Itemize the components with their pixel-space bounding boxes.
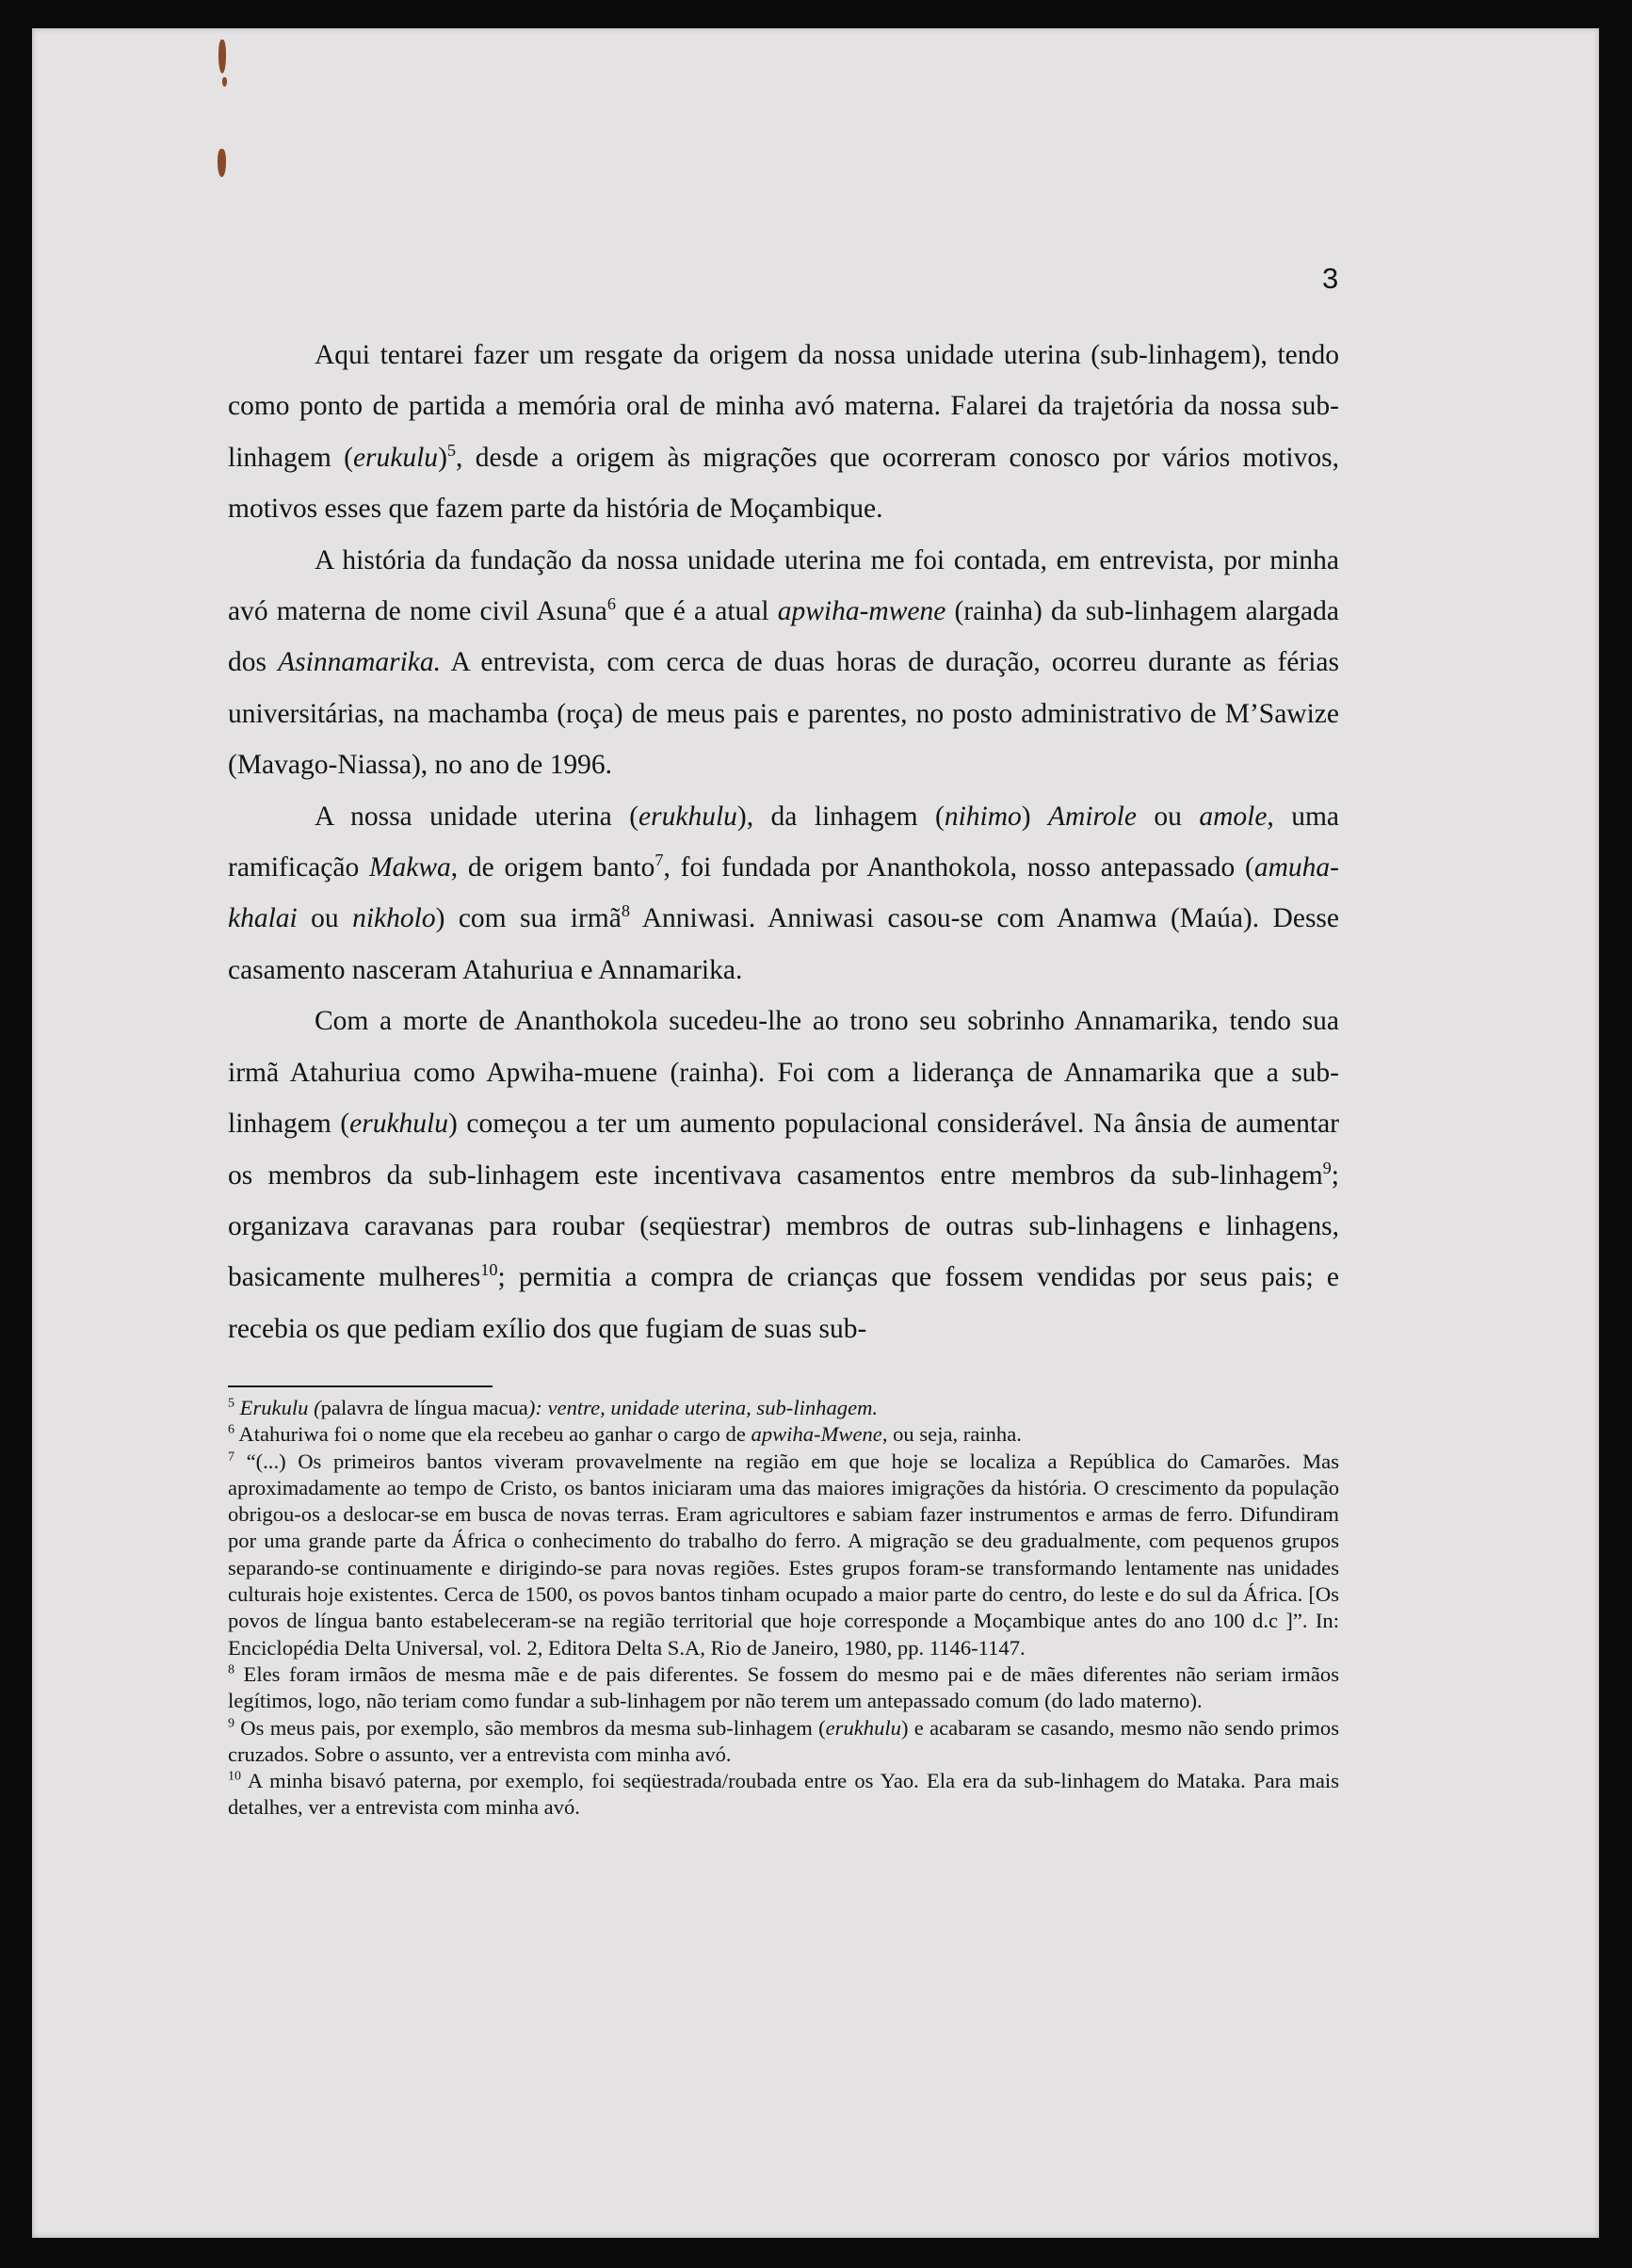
rust-stain	[218, 40, 226, 73]
footnote-ref: 9	[1322, 1158, 1332, 1177]
page-number: 3	[1322, 262, 1339, 295]
footnote-7: $^7$ “(...) Os primeiros bantos viveram provavelmente na região em que hoje se localiza a República do Camarões. Mas aproximadamente ao tempo de Cristo, os bantos iniciaram uma das maiores imigrações da história. O crescimento da população obrigou-os a deslocar-se em busca de novas terras. Eram agricultores e sabiam fazer instrumentos e armas de ferro. Difundiram por uma grande parte da África o conhecimento do trabalho do ferro. A migração se deu gradualmente, com pequenos grupos separando-se continuamente e dirigindo-se para novas regiões. Estes grupos foram-se transformando lentamente nas unidades culturais hoje existentes. Cerca de 1500, os povos bantos tinham ocupado a maior parte do centro, do leste e do sul da África. [Os povos de língua banto estabeleceram-se na região territorial que hoje corresponde a Moçambique antes do ano 100 d.c ]”. In: Enciclopédia Delta Universal, vol. 2, Editora Delta S.A, Rio de Janeiro, 1980, pp. 1146-1147.	[228, 1449, 1339, 1660]
paragraph-3: A nossa unidade uterina (erukhulu), da linhagem (nihimo) Amirole ou amole, uma ramificação Makwa, de origem banto$^7$, foi fundada por Ananthokola, nosso antepassado (amuha-khalai ou nikholo) com sua irmã$^8$ Anniwasi. Anniwasi casou-se com Anamwa (Maúa). Desse casamento nasceram Atahuriua e Annamarika.	[228, 801, 1339, 985]
paragraph-1: Aqui tentarei fazer um resgate da origem da nossa unidade uterina (sub-linhagem), tendo como ponto de partida a memória oral de minha avó materna. Falarei da trajetória da nossa sub-linhagem (erukulu)$^5$, desde a origem às migrações que ocorreram conosco por vários motivos, motivos esses que fazem parte da história de Moçambique.	[228, 340, 1339, 525]
footnote-ref: 8	[621, 901, 630, 921]
footnote-6: $^6$ Atahuriwa foi o nome que ela recebeu ao ganhar o cargo de apwiha-Mwene, ou seja, rainha.	[228, 1422, 1022, 1447]
rust-stain	[218, 149, 226, 177]
footnote-ref: 7	[654, 850, 664, 870]
paragraph-2: A história da fundação da nossa unidade uterina me foi contada, em entrevista, por minha avó materna de nome civil Asuna$^6$ que é a atual apwiha-mwene (rainha) da sub-linhagem alargada dos Asinnamarika. A entrevista, com cerca de duas horas de duração, ocorreu durante as férias universitárias, na machamba (roça) de meus pais e parentes, no posto administrativo de M’Sawize (Mavago-Niassa), no ano de 1996.	[228, 544, 1339, 781]
paragraph-4: Com a morte de Ananthokola sucedeu-lhe ao trono seu sobrinho Annamarika, tendo sua irmã Atahuriua como Apwiha-muene (rainha). Foi com a liderança de Annamarika que a sub-linhagem (erukhulu) começou a ter um aumento populacional considerável. Na ânsia de aumentar os membros da sub-linhagem este incentivava casamentos entre membros da sub-linhagem$^9$; organizava caravanas para roubar (seqüestrar) membros de outras sub-linhagens e linhagens, basicamente mulheres$^{10}$; permitia a compra de crianças que fossem vendidas por seus pais; e recebia os que pediam exílio dos que fugiam de suas sub-	[228, 1006, 1340, 1344]
body-text	[228, 330, 1339, 1354]
rust-stain	[222, 77, 227, 87]
footnote-ref: 10	[480, 1260, 498, 1280]
footnote-separator	[228, 1385, 493, 1387]
footnote-5: $^5$ Erukulu (palavra de língua macua): ventre, unidade uterina, sub-linhagem.	[228, 1396, 879, 1419]
footnote-8: $^8$ Eles foram irmãos de mesma mãe e de pais diferentes. Se fossem do mesmo pai e de mães diferentes não seriam irmãos legítimos, logo, não teriam como fundar a sub-linhagem por não terem um antepassado comum (do lado materno).	[228, 1661, 1339, 1713]
footnote-9: $^9$ Os meus pais, por exemplo, são membros da mesma sub-linhagem (erukhulu) e acabaram se casando, mesmo não sendo primos cruzados. Sobre o assunto, ver a entrevista com minha avó.	[228, 1715, 1340, 1766]
footnote-ref: 6	[606, 594, 616, 614]
footnote-10: $^{10}$ A minha bisavó paterna, por exemplo, foi seqüestrada/roubada entre os Yao. Ela era da sub-linhagem do Mataka. Para mais detalhes, ver a entrevista com minha avó.	[228, 1769, 1339, 1820]
footnotes	[228, 1395, 1339, 1822]
footnote-ref: 5	[446, 440, 457, 460]
